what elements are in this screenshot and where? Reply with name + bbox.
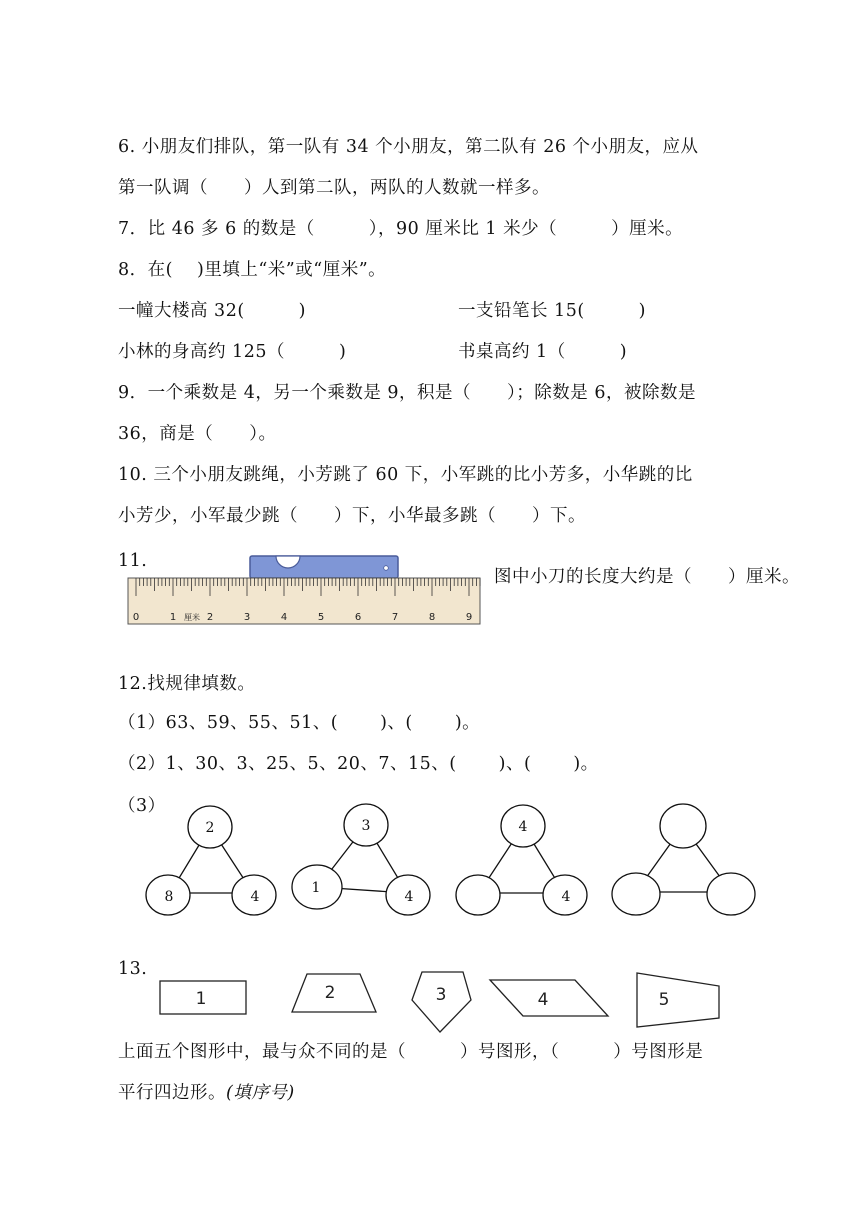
circle-left (456, 875, 500, 915)
shapes-figure (0, 960, 860, 1040)
q12-line3-label: （3） (118, 796, 166, 816)
shape-4-label: 4 (537, 990, 549, 1010)
circle-left-value: 8 (164, 889, 174, 905)
ruler-label-0: 0 (132, 612, 140, 623)
q13-line2: 平行四边形。 (118, 1083, 226, 1103)
ruler-label-8: 8 (428, 612, 436, 623)
q6-line2: 第一队调（ ）人到第二队，两队的人数就一样多。 (118, 178, 550, 198)
ruler-label-9: 9 (465, 612, 473, 623)
q7-line1: 7．比 46 多 6 的数是（ ），90 厘米比 1 米少（ ）厘米。 (118, 219, 684, 239)
ruler-label-3: 3 (243, 612, 251, 623)
q11-text: 图中小刀的长度大约是（ ）厘米。 (494, 567, 800, 587)
circle-top-value: 3 (361, 818, 371, 834)
shape-1-label: 1 (195, 989, 207, 1009)
shape-2-label: 2 (324, 983, 336, 1003)
shape-2-trapezoid (292, 974, 376, 1012)
ruler-label-4: 4 (280, 612, 288, 623)
ruler-label-5: 5 (317, 612, 325, 623)
triangle-1 (146, 806, 276, 915)
q13-line2-wrap (118, 1082, 295, 1104)
knife-body (250, 556, 398, 578)
q9-line1: 9．一个乘数是 4，另一个乘数是 9，积是（ ）；除数是 6，被除数是 (118, 383, 696, 403)
circle-right (707, 873, 755, 915)
circle-right-value: 4 (404, 889, 414, 905)
shape-5-label: 5 (658, 990, 670, 1010)
q12-line1: （1）63、59、55、51、( )、( )。 (118, 713, 481, 733)
q8-line1: 8．在( )里填上“米”或“厘米”。 (118, 260, 387, 280)
q6-line1: 6. 小朋友们排队，第一队有 34 个小朋友，第二队有 26 个小朋友，应从 (118, 137, 699, 157)
q13-number: 13. (118, 959, 148, 979)
circle-top-value: 2 (205, 820, 215, 836)
ruler-figure (120, 552, 482, 628)
circle-left (612, 873, 660, 915)
ruler-label-7: 7 (391, 612, 399, 623)
circle-right-value: 4 (250, 889, 260, 905)
circle-left-value: 1 (311, 880, 321, 896)
q11-number: 11. (118, 551, 148, 571)
shape-3-label: 3 (435, 985, 447, 1005)
shape-4-parallelogram (490, 980, 608, 1016)
q13-note: (填序号) (226, 1083, 295, 1103)
shape-1-rectangle (160, 981, 246, 1014)
triangle-4 (612, 804, 755, 915)
circle-right-value: 4 (561, 889, 571, 905)
ruler-body (128, 578, 480, 624)
q8-item3: 小林的身高约 125（ ) (118, 342, 347, 362)
knife-hole (384, 566, 389, 571)
circle-top-value: 4 (518, 819, 528, 835)
q10-line2: 小芳少，小军最少跳（ ）下，小华最多跳（ ）下。 (118, 506, 586, 526)
q10-line1: 10. 三个小朋友跳绳，小芳跳了 60 下，小军跳的比小芳多，小华跳的比 (118, 465, 693, 485)
q8-item2: 一支铅笔长 15( ) (458, 301, 646, 321)
ruler-label-1: 1 (169, 612, 177, 623)
shape-5-quadrilateral (637, 973, 719, 1027)
q13-line1: 上面五个图形中，最与众不同的是（ ）号图形，（ ）号图形是 (118, 1042, 704, 1062)
q8-item4: 书桌高约 1（ ) (458, 342, 628, 362)
circle-top (660, 804, 706, 848)
ruler-label-unit: 厘米 (184, 613, 200, 622)
triangle-2 (292, 804, 430, 915)
q8-item1: 一幢大楼高 32( ) (118, 301, 306, 321)
number-triangles (0, 795, 860, 925)
q12-title: 12.找规律填数。 (118, 674, 256, 694)
q9-line2: 36，商是（ ）。 (118, 424, 277, 444)
ruler-label-6: 6 (354, 612, 362, 623)
q12-line2: （2）1、30、3、25、5、20、7、15、( )、( )。 (118, 754, 599, 774)
triangle-3 (456, 805, 587, 915)
shape-3-pentagon (412, 972, 471, 1032)
ruler-label-2: 2 (206, 612, 214, 623)
